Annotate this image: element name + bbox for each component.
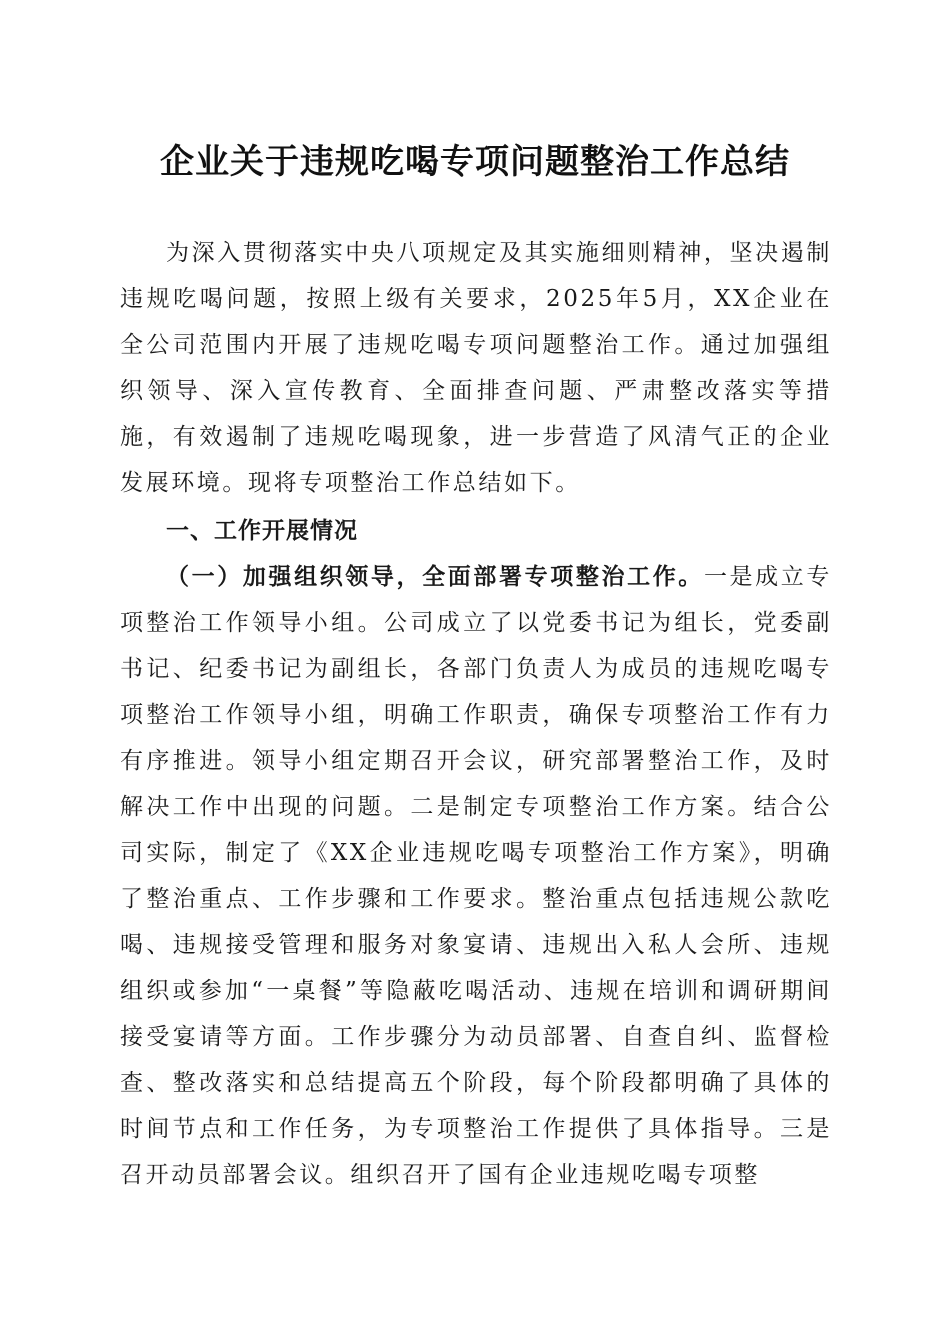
subsection-heading: （一）加强组织领导，全面部署专项整治工作。 <box>166 563 704 590</box>
document-body <box>120 230 832 1198</box>
document-title: 企业关于违规吃喝专项问题整治工作总结 <box>160 142 790 182</box>
intro-paragraph: 为深入贯彻落实中央八项规定及其实施细则精神，坚决遏制违规吃喝问题，按照上级有关要求，2025年5月，XX企业在全公司范围内开展了违规吃喝专项问题整治工作。通过加强组织领导、深入宣传教育、全面排查问题、严肃整改落实等措施，有效遏制了违规吃喝现象，进一步营造了风清气正的企业发展环境。现将专项整治工作总结如下。 <box>120 240 832 496</box>
section-heading: 一、工作开展情况 <box>166 518 358 544</box>
subsection-paragraph <box>120 554 832 1198</box>
subsection-body: 一是成立专项整治工作领导小组。公司成立了以党委书记为组长，党委副书记、纪委书记为副组长，各部门负责人为成员的违规吃喝专项整治工作领导小组，明确工作职责，确保专项整治工作有力有序推进。领导小组定期召开会议，研究部署整治工作，及时解决工作中出现的问题。二是制定专项整治工作方案。结合公司实际，制定了《XX企业违规吃喝专项整治工作方案》，明确了整治重点、工作步骤和工作要求。整治重点包括违规公款吃喝、违规接受管理和服务对象宴请、违规出入私人会所、违规组织或参加“一桌餐”等隐蔽吃喝活动、违规在培训和调研期间接受宴请等方面。工作步骤分为动员部署、自查自纠、监督检查、整改落实和总结提高五个阶段，每个阶段都明确了具体的时间节点和工作任务，为专项整治工作提供了具体指导。三是召开动员部署会议。组织召开了国有企业违规吃喝专项整 <box>120 564 832 1188</box>
